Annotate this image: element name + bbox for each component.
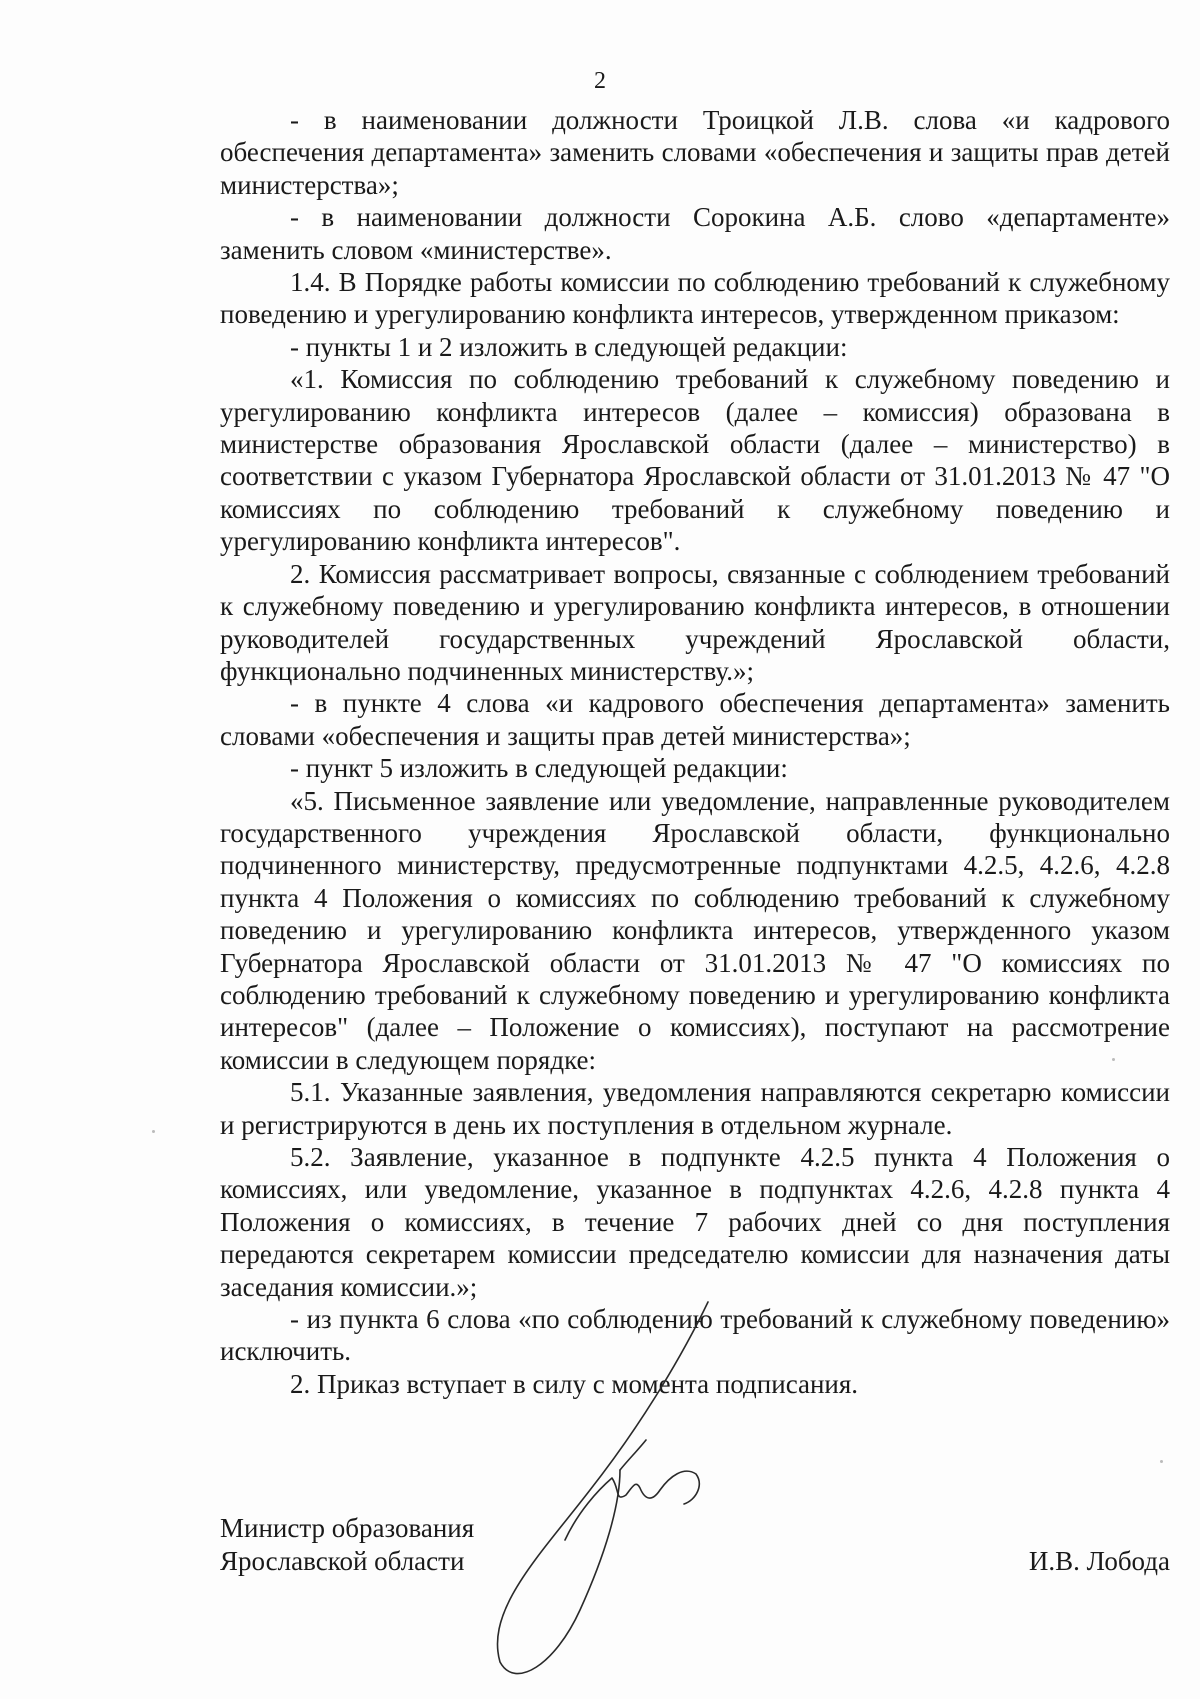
signatory-position-line: Ярославской области bbox=[220, 1546, 465, 1576]
paragraph: - из пункта 6 слова «по соблюдению требований к служебному поведению» исключить. bbox=[220, 1304, 1170, 1367]
paragraph: - в наименовании должности Троицкой Л.В. слова «и кадрового обеспечения департамента» заменить словами «обеспечения и защиты прав детей министерства»; bbox=[220, 105, 1170, 200]
scan-speck bbox=[1112, 1058, 1115, 1061]
scan-speck bbox=[152, 1130, 155, 1133]
document-body bbox=[220, 104, 1170, 1400]
paragraph: - пункт 5 изложить в следующей редакции: bbox=[290, 753, 788, 784]
paragraph: 5.2. Заявление, указанное в подпункте 4.2.5 пункта 4 Положения о комиссиях, или уведомление, указанное в подпунктах 4.2.6, 4.2.8 пункта 4 Положения о комиссиях, в течение 7 рабочих дней со дня поступления передаются секретарем комиссии председателю комиссии для назначения даты заседания комиссии.»; bbox=[220, 1142, 1170, 1302]
page-number: 2 bbox=[594, 68, 606, 94]
paragraph: 5.1. Указанные заявления, уведомления направляются секретарю комиссии и регистрируются в день их поступления в отдельном журнале. bbox=[220, 1077, 1170, 1140]
signatory-position bbox=[220, 1512, 474, 1578]
paragraph: 2. Приказ вступает в силу с момента подписания. bbox=[290, 1368, 859, 1399]
signatory-position-line: Министр образования bbox=[220, 1513, 475, 1543]
paragraph: «1. Комиссия по соблюдению требований к служебному поведению и урегулированию конфликта интересов (далее – комиссия) образована в министерстве образования Ярославской области (далее – министерство) в соответствии с указом Губернатора Ярославской области от 31.01.2013 № 47 "О комиссиях по соблюдению требований к служебному поведению и урегулированию конфликта интересов". bbox=[220, 364, 1170, 557]
paragraph: 2. Комиссия рассматривает вопросы, связанные с соблюдением требований к служебному поведению и урегулированию конфликта интересов, в отношении руководителей государственных учреждений Ярославской области, функционально подчиненных министерству.»; bbox=[220, 558, 1170, 686]
signatory-name: И.В. Лобода bbox=[1028, 1546, 1170, 1576]
handwritten-signature bbox=[470, 1290, 790, 1690]
paragraph: - пункты 1 и 2 изложить в следующей редакции: bbox=[290, 331, 848, 362]
paragraph: 1.4. В Порядке работы комиссии по соблюдению требований к служебному поведению и урегулированию конфликта интересов, утвержденном приказом: bbox=[220, 267, 1170, 330]
paragraph: - в пункте 4 слова «и кадрового обеспечения департамента» заменить словами «обеспечения и защиты прав детей министерства»; bbox=[220, 688, 1170, 751]
scan-speck bbox=[1160, 1460, 1163, 1463]
paragraph: «5. Письменное заявление или уведомление, направленные руководителем государственного учреждения Ярославской области, функционально подчиненного министерству, предусмотренные подпунктами 4.2.5, 4.2.6, 4.2.8 пункта 4 Положения о комиссиях по соблюдению требований к служебному поведению и урегулированию конфликта интересов, утвержденного указом Губернатора Ярославской области от 31.01.2013 № 47 "О комиссиях по соблюдению требований к служебному поведению и урегулированию конфликта интересов" (далее – Положение о комиссиях), поступают на рассмотрение комиссии в следующем порядке: bbox=[220, 785, 1170, 1075]
paragraph: - в наименовании должности Сорокина А.Б. слово «департаменте» заменить словом «министерстве». bbox=[220, 202, 1170, 265]
